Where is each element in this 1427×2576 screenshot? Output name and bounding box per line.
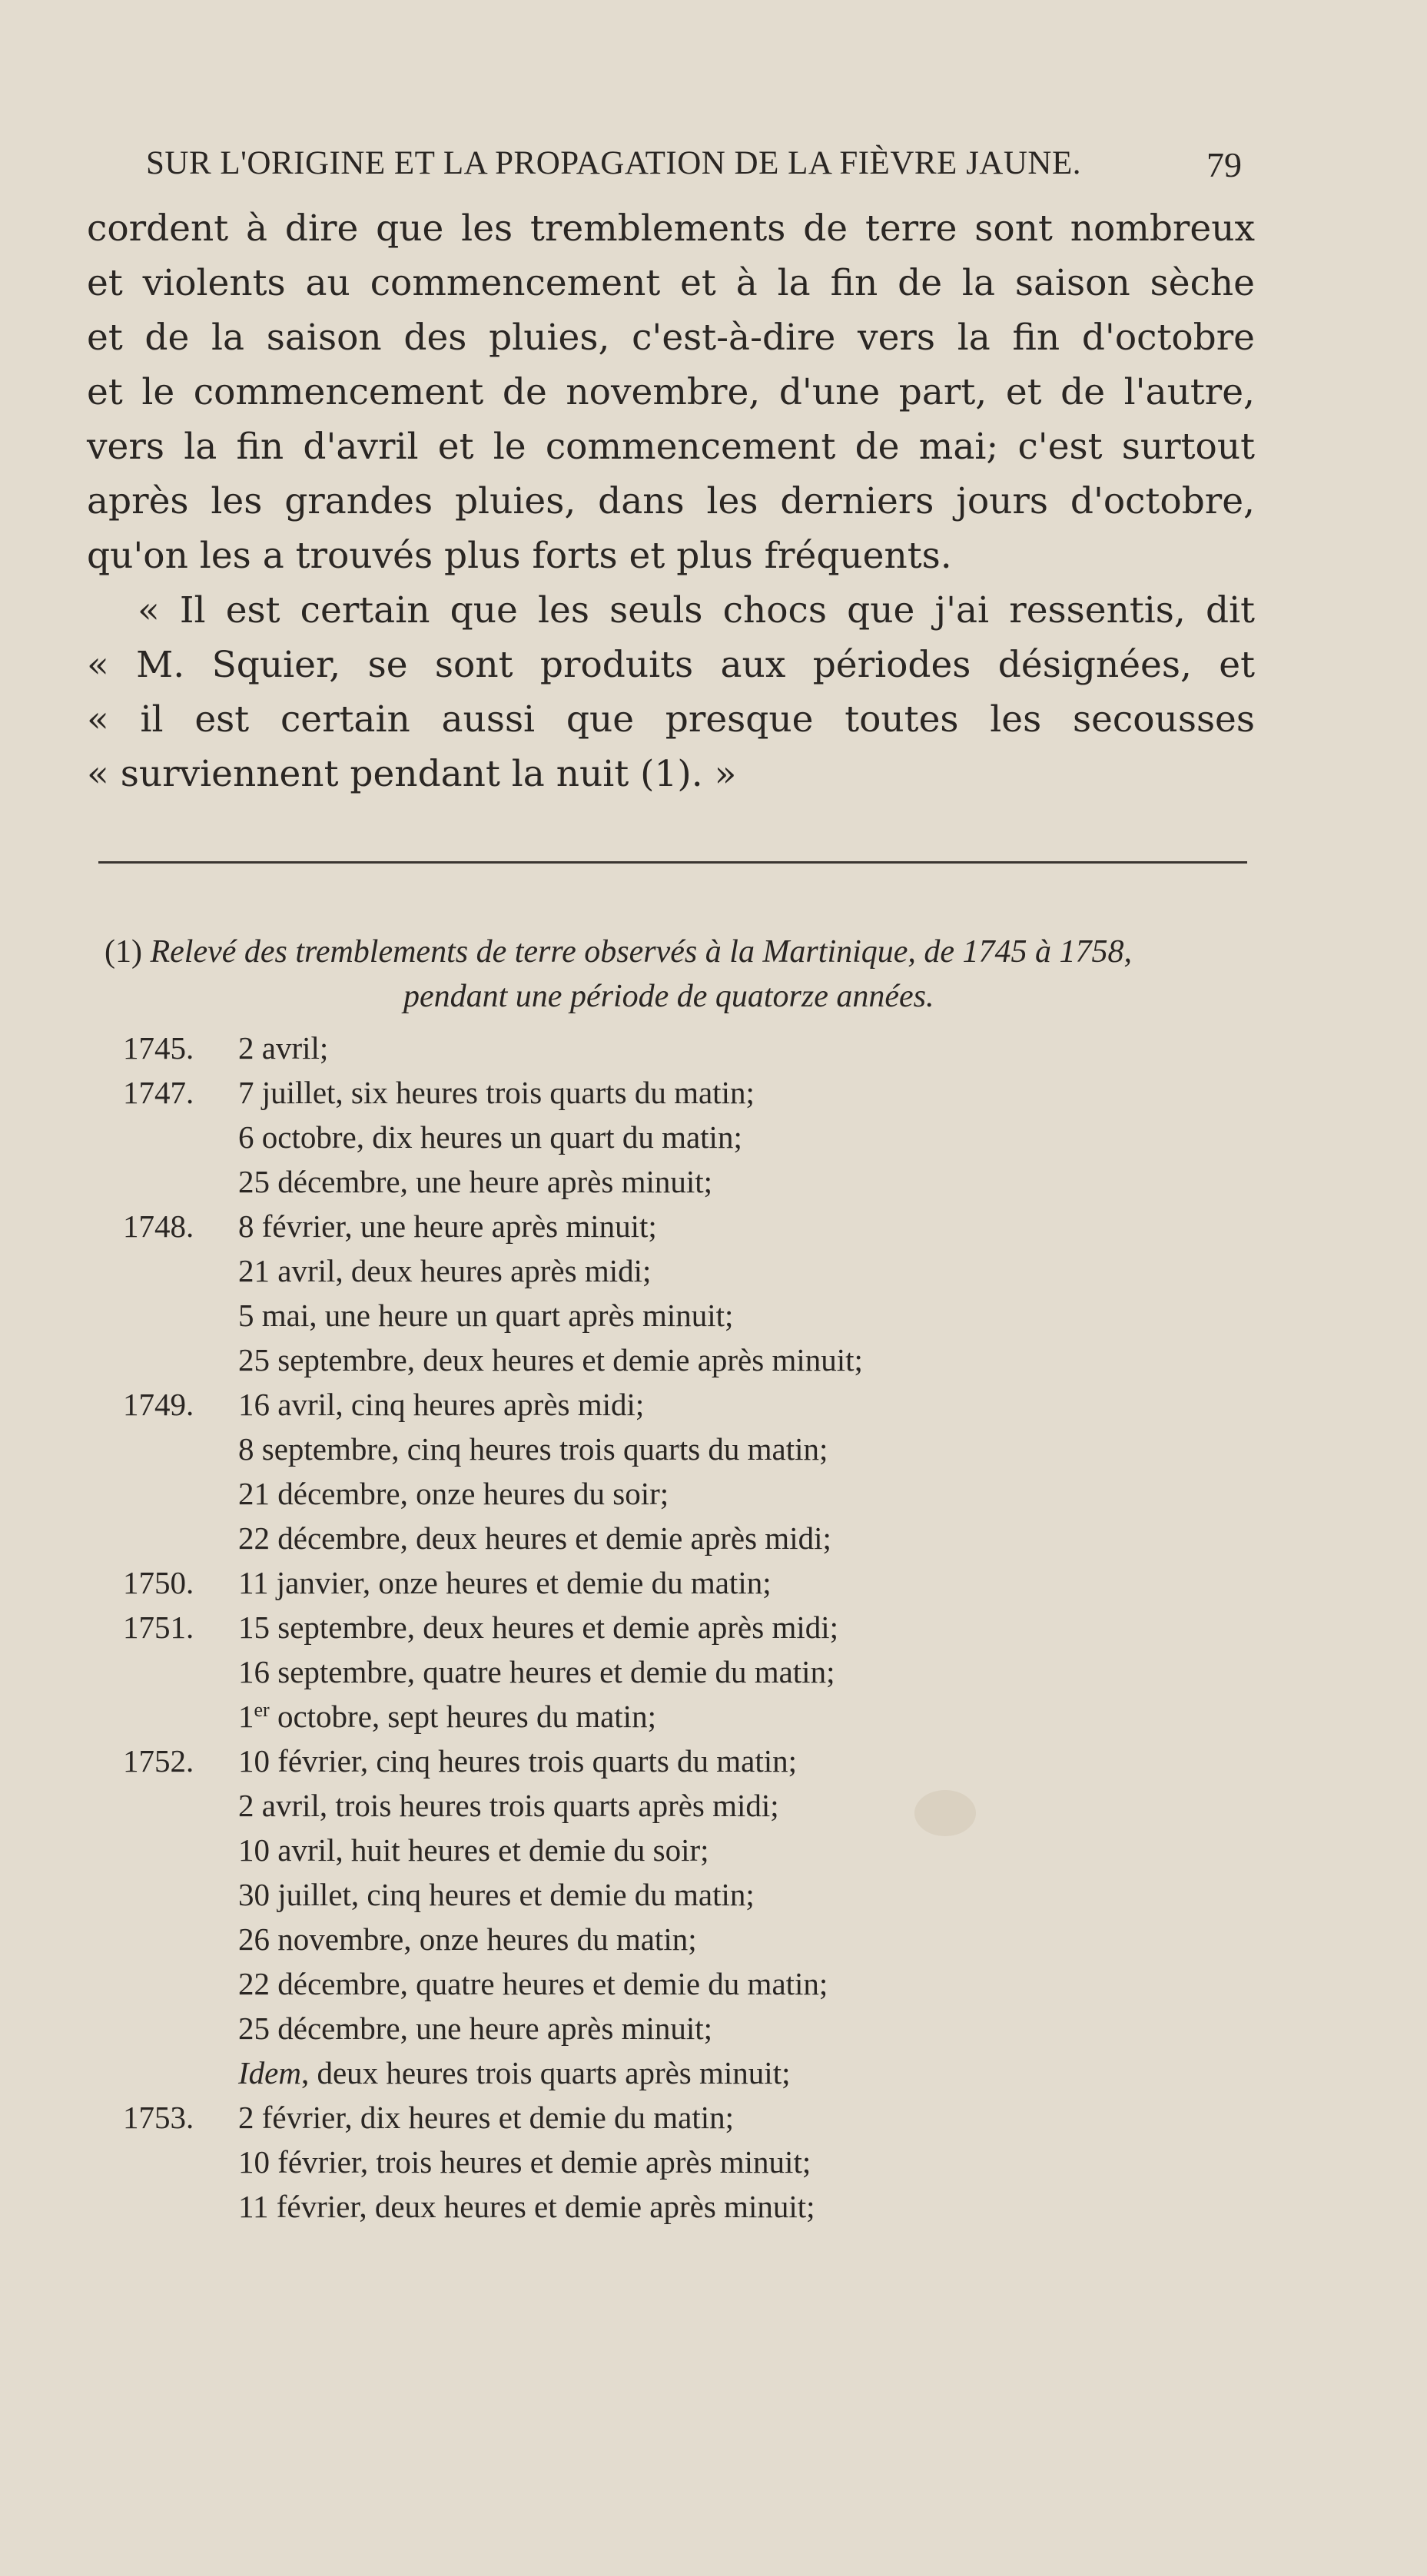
entry-year: 1752. [123, 1743, 194, 1779]
body-line: vers la fin d'avril et le commencement de mai; c'est surtout [87, 426, 1255, 468]
list-item [123, 1876, 1199, 1921]
body-line: qu'on les a trouvés plus forts et plus fréquents. [87, 535, 952, 577]
footnote-divider [98, 861, 1247, 864]
entry-rest: , deux heures trois quarts après minuit; [300, 2055, 791, 2090]
idem-label: Idem [238, 2055, 301, 2090]
entry-text: 7 juillet, six heures trois quarts du matin; [238, 1075, 755, 1110]
list-item [123, 1252, 1199, 1297]
footnote-ref: (1) [105, 934, 142, 970]
entry-text: 22 décembre, deux heures et demie après midi; [238, 1520, 831, 1556]
list-item [123, 1564, 1199, 1609]
entry-text [238, 1698, 656, 1735]
entry-text: 6 octobre, dix heures un quart du matin; [238, 1119, 742, 1155]
list-item [123, 1742, 1199, 1787]
list-item [123, 1297, 1199, 1341]
list-item [123, 1475, 1199, 1520]
entry-text: 10 avril, huit heures et demie du soir; [238, 1832, 709, 1868]
list-item [123, 2099, 1199, 2143]
paper-stain [914, 1790, 976, 1836]
quote-line: « surviennent pendant la nuit (1). » [87, 753, 737, 795]
list-item [123, 2054, 1199, 2099]
body-line: après les grandes pluies, dans les derniers jours d'octobre, [87, 480, 1255, 522]
quote-line: « Il est certain que les seuls chocs que j'ai ressentis, dit [138, 589, 1255, 632]
page-number: 79 [1206, 145, 1242, 184]
entry-text: 30 juillet, cinq heures et demie du matin; [238, 1877, 755, 1912]
entry-year: 1745. [123, 1030, 194, 1066]
list-item [123, 1208, 1199, 1252]
entry-text: 25 décembre, une heure après minuit; [238, 1164, 713, 1199]
body-line: et le commencement de novembre, d'une part, et de l'autre, [87, 371, 1255, 413]
list-item [123, 1341, 1199, 1386]
list-item [123, 1787, 1199, 1832]
ordinal-suffix: er [254, 1699, 270, 1721]
quote-line: « M. Squier, se sont produits aux périodes désignées, et [87, 644, 1255, 686]
entry-text: 2 avril; [238, 1030, 329, 1066]
entry-year: 1753. [123, 2100, 194, 2135]
entry-year: 1750. [123, 1565, 194, 1600]
entry-rest: octobre, sept heures du matin; [269, 1699, 656, 1734]
quote-line: « il est certain aussi que presque toutes les secousses [87, 698, 1255, 741]
entry-text: 10 février, trois heures et demie après minuit; [238, 2144, 811, 2180]
entry-text: 2 février, dix heures et demie du matin; [238, 2100, 735, 2135]
list-item [123, 1431, 1199, 1475]
entry-text: 21 décembre, onze heures du soir; [238, 1476, 669, 1511]
list-item [123, 1119, 1199, 1163]
entry-day: 1 [238, 1699, 254, 1734]
list-item [123, 2143, 1199, 2188]
list-item [123, 2010, 1199, 2054]
entry-year: 1751. [123, 1610, 194, 1645]
entry-year: 1749. [123, 1387, 194, 1422]
list-item [123, 1921, 1199, 1965]
footnote-title-line2: pendant une période de quatorze années. [403, 979, 934, 1014]
list-item [123, 1609, 1199, 1653]
entry-text: 26 novembre, onze heures du matin; [238, 1921, 697, 1957]
entry-text: 5 mai, une heure un quart après minuit; [238, 1298, 734, 1333]
list-item [123, 1520, 1199, 1564]
list-item [123, 1386, 1199, 1431]
entry-text: 15 septembre, deux heures et demie après midi; [238, 1610, 839, 1645]
body-line: et de la saison des pluies, c'est-à-dire vers la fin d'octobre [87, 317, 1255, 359]
entry-text: 8 février, une heure après minuit; [238, 1208, 657, 1244]
list-item [123, 1965, 1199, 2010]
entry-text: 2 avril, trois heures trois quarts après midi; [238, 1788, 779, 1823]
entry-text: 16 avril, cinq heures après midi; [238, 1387, 645, 1422]
body-line: et violents au commencement et à la fin de la saison sèche [87, 262, 1255, 304]
list-item [123, 1653, 1199, 1698]
entry-text: 16 septembre, quatre heures et demie du matin; [238, 1654, 835, 1689]
entry-text: 10 février, cinq heures trois quarts du matin; [238, 1743, 798, 1779]
earthquake-list [123, 1029, 1199, 2233]
footnote-title-line1: Relevé des tremblements de terre observés à la Martinique, de 1745 à 1758, [150, 934, 1133, 970]
running-header [0, 144, 1427, 191]
list-item [123, 1832, 1199, 1876]
list-item [123, 1698, 1199, 1742]
entry-year: 1747. [123, 1075, 194, 1110]
body-line: cordent à dire que les tremblements de terre sont nombreux [87, 207, 1255, 250]
entry-text: 22 décembre, quatre heures et demie du matin; [238, 1966, 828, 2001]
list-item [123, 1074, 1199, 1119]
entry-text [238, 2054, 790, 2091]
main-paragraph [87, 201, 1255, 801]
entry-text: 11 janvier, onze heures et demie du matin; [238, 1565, 772, 1600]
list-item [123, 2188, 1199, 2233]
list-item [123, 1163, 1199, 1208]
entry-text: 11 février, deux heures et demie après minuit; [238, 2189, 815, 2224]
footnote-heading [105, 930, 1257, 1019]
entry-text: 25 septembre, deux heures et demie après minuit; [238, 1342, 863, 1378]
entry-text: 8 septembre, cinq heures trois quarts du matin; [238, 1431, 828, 1467]
entry-text: 25 décembre, une heure après minuit; [238, 2011, 713, 2046]
entry-text: 21 avril, deux heures après midi; [238, 1253, 652, 1288]
running-title: SUR L'ORIGINE ET LA PROPAGATION DE LA FIÈVRE JAUNE. [146, 145, 1081, 181]
list-item [123, 1029, 1199, 1074]
entry-year: 1748. [123, 1208, 194, 1244]
